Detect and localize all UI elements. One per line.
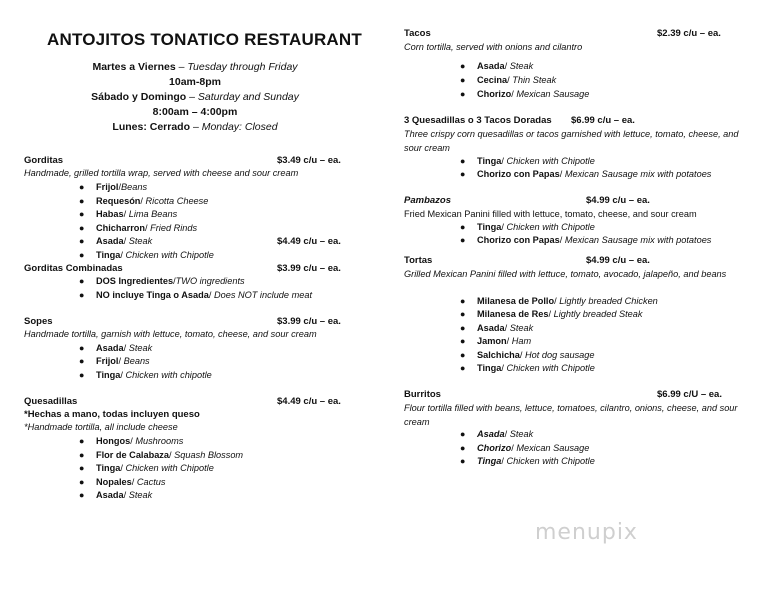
desc-pambazos: Fried Mexican Panini filled with lettuce, tomato, cheese, and sour cream (404, 209, 697, 219)
menu-item: ● Asada/ Steak (79, 490, 153, 500)
desc-burritos: Flour tortilla filled with beans, lettuce, tomatoes, cilantro, onions, cheese, and sour cream (404, 403, 738, 427)
menu-item: ● Hongos/ Mushrooms (79, 436, 184, 446)
hours-weekend: Sábado y Domingo – Saturday and Sunday (91, 91, 299, 103)
price-sopes: $3.99 c/u – ea. (277, 316, 341, 327)
menu-item: ● Asada/ Steak (79, 343, 153, 353)
watermark: menupix (535, 520, 638, 545)
section-title-pambazos: Pambazos (404, 195, 451, 206)
menu-item: ● Chicharron/ Fried Rinds (79, 223, 198, 233)
desc-gorditas: Handmade, grilled tortilla wrap, served with cheese and sour cream (24, 168, 299, 178)
desc-sopes: Handmade tortilla, garnish with lettuce, tomato, cheese, and sour cream (24, 329, 317, 339)
menu-item: ● Requesón/ Ricotta Cheese (79, 196, 209, 206)
hours-weekday: Martes a Viernes – Tuesday through Friday (92, 61, 298, 73)
menu-item: ● Chorizo con Papas/ Mexican Sausage mix with potatoes (460, 235, 712, 245)
menu-item: ● Chorizo con Papas/ Mexican Sausage mix with potatoes (460, 169, 712, 179)
desc-tacos: Corn tortilla, served with onions and cilantro (404, 42, 583, 52)
section-title-tacos: Tacos (404, 28, 431, 39)
menu-item: ● Salchicha/ Hot dog sausage (460, 350, 595, 360)
hours-weekend-time: 8:00am – 4:00pm (152, 106, 238, 118)
desc-doradas: Three crispy corn quesadillas or tacos garnished with lettuce, tomato, cheese, and sour cream (404, 129, 739, 153)
section-title-burritos: Burritos (404, 389, 441, 400)
page-title: ANTOJITOS TONATICO RESTAURANT (47, 30, 362, 49)
section-title-quesadillas: Quesadillas (24, 396, 78, 407)
menu-item: ● Milanesa de Res/ Lightly breaded Steak (460, 309, 643, 319)
menu-item: ● Asada/ Steak (460, 323, 534, 333)
price-burritos: $6.99 c/U – ea. (657, 389, 722, 400)
menu-item: ● Flor de Calabaza/ Squash Blossom (79, 450, 244, 460)
menu-item: ● Tinga/ Chicken with Chipotle (79, 250, 214, 260)
price-doradas: $6.99 c/u – ea. (571, 115, 635, 126)
price-gorditas: $3.49 c/u – ea. (277, 155, 341, 166)
menu-item: ● NO incluye Tinga o Asada/ Does NOT include meat (79, 290, 313, 300)
menu-item: ● Tinga/ Chicken with Chipotle (460, 456, 595, 466)
menu-item: ● Tinga/ Chicken with Chipotle (460, 222, 595, 232)
section-title-sopes: Sopes (24, 316, 53, 327)
hours-closed: Lunes: Cerrado – Monday: Closed (112, 121, 278, 133)
price-gorditas-asada: $4.49 c/u – ea. (277, 236, 341, 247)
menu-item: ● Milanesa de Pollo/ Lightly breaded Chicken (460, 296, 658, 306)
menu-item: ● Frijol/Beans (79, 182, 148, 192)
price-combinadas: $3.99 c/u – ea. (277, 263, 341, 274)
menu-item: ● Asada/ Steak (79, 236, 153, 246)
section-title-gorditas: Gorditas (24, 155, 64, 166)
note-quesadillas-en: *Handmade tortilla, all include cheese (24, 422, 178, 432)
menu-item: ● Jamon/ Ham (460, 336, 532, 346)
note-quesadillas-es: *Hechas a mano, todas incluyen queso (24, 409, 200, 420)
menu-item: ● Frijol/ Beans (79, 356, 150, 366)
menu-item: ● Nopales/ Cactus (79, 477, 166, 487)
menu-item: ● Chorizo/ Mexican Sausage (460, 89, 590, 99)
hours-block (60, 60, 330, 135)
menu-item: ● Tinga/ Chicken with Chipotle (460, 363, 595, 373)
hours-weekday-time: 10am-8pm (169, 76, 221, 88)
section-title-combinadas: Gorditas Combinadas (24, 263, 123, 274)
menu-item: ● Asada/ Steak (460, 61, 534, 71)
menu-item: ● Chorizo/ Mexican Sausage (460, 443, 590, 453)
menu-item: ● Tinga/ Chicken with chipotle (79, 370, 212, 380)
menu-item: ● Asada/ Steak (460, 429, 534, 439)
price-quesadillas: $4.49 c/u – ea. (277, 396, 341, 407)
menu-item: ● Cecina/ Thin Steak (460, 75, 557, 85)
menu-item: ● Tinga/ Chicken with Chipotle (79, 463, 214, 473)
price-tortas: $4.99 c/u – ea. (586, 255, 650, 266)
section-title-tortas: Tortas (404, 255, 433, 266)
menu-item: ● DOS Ingredientes/TWO ingredients (79, 276, 245, 286)
section-title-doradas: 3 Quesadillas o 3 Tacos Doradas (404, 115, 552, 126)
desc-tortas: Grilled Mexican Panini filled with lettuce, tomato, avocado, jalapeño, and beans (404, 269, 727, 279)
price-tacos: $2.39 c/u – ea. (657, 28, 721, 39)
price-pambazos: $4.99 c/u – ea. (586, 195, 650, 206)
menu-item: ● Tinga/ Chicken with Chipotle (460, 156, 595, 166)
menu-item: ● Habas/ Lima Beans (79, 209, 178, 219)
